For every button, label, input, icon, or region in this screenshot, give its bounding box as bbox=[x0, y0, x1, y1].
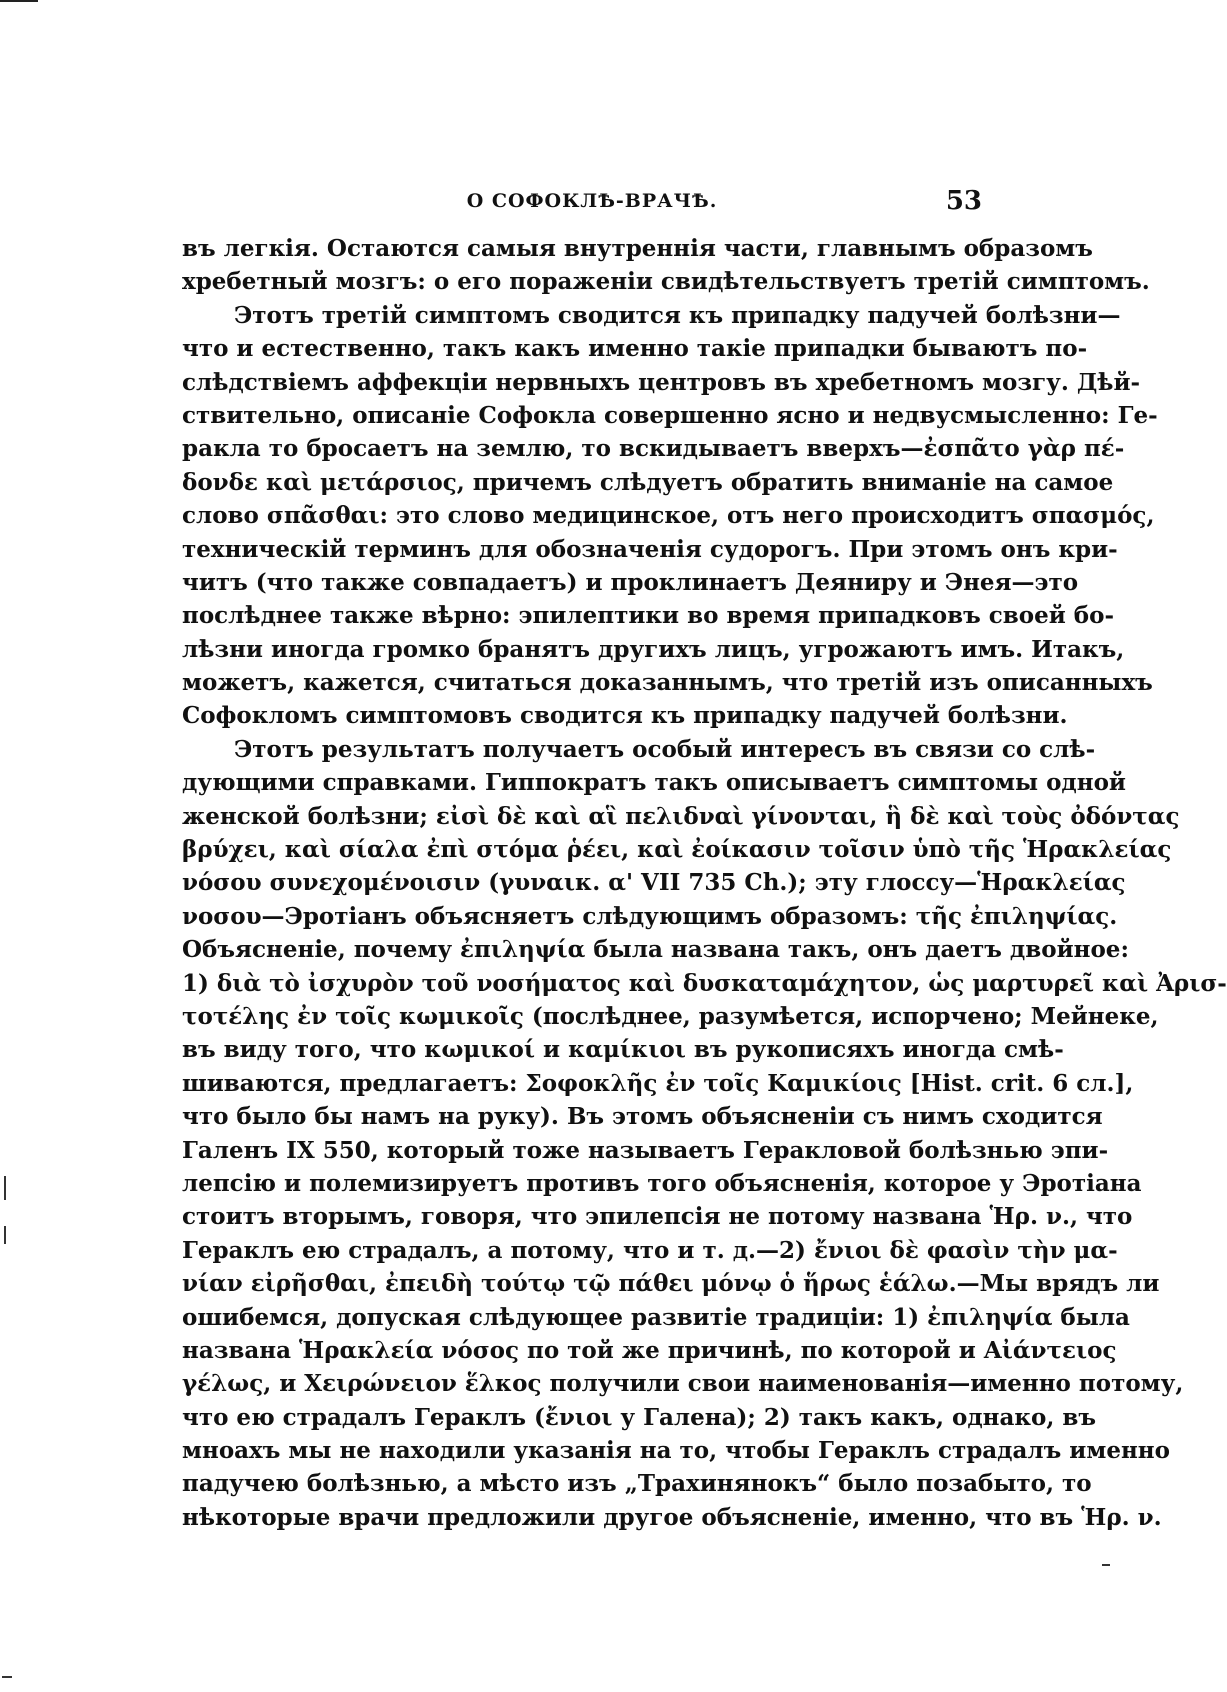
page-number: 53 bbox=[945, 186, 982, 216]
text-line: шиваются, предлагаетъ: Σοφοκλῆς ἐν τοῖς Καμικίοις [Hist. crit. 6 сл.], bbox=[182, 1069, 1134, 1097]
top-edge-rule bbox=[0, 0, 38, 2]
text-line: мноахъ мы не находили указанія на то, чтобы Гераклъ страдалъ именно bbox=[182, 1437, 1170, 1465]
text-line: въ виду того, что κωμικοί и καμίκιοι въ рукописяхъ иногда смѣ- bbox=[182, 1036, 1064, 1064]
text-line: нѣкоторые врачи предложили другое объясненіе, именно, что въ Ἡρ. ν. bbox=[182, 1503, 1162, 1531]
text-line: дующими справками. Гиппократъ такъ описываетъ симптомы одной bbox=[182, 769, 1126, 797]
page-header bbox=[182, 186, 982, 222]
text-line: лепсію и полемизируетъ противъ того объясненія, которое у Эротіана bbox=[182, 1169, 1142, 1197]
text-line: νόσου συνεχομένοισιν (γυναικ. α' VII 735 Ch.); эту глоссу—Ἡρακλείας bbox=[182, 869, 1126, 897]
text-line: что и естественно, такъ какъ именно такіе припадки бываютъ по- bbox=[182, 335, 1088, 363]
text-line: что ею страдалъ Гераклъ (ἔνιοι у Галена); 2) такъ какъ, однако, въ bbox=[182, 1403, 1096, 1431]
text-line: 1) διὰ τὸ ἰσχυρὸν τοῦ νοσήματος καὶ δυσκαταμάχητον, ὡς μαρτυρεῖ καὶ Ἀρισ- bbox=[182, 969, 1227, 997]
text-line: Гераклъ ею страдалъ, а потому, что и т. д.—2) ἔνιοι δὲ φασὶν τὴν μα- bbox=[182, 1236, 1118, 1264]
text-line: νοσου—Эротіанъ объясняетъ слѣдующимъ образомъ: τῆς ἐπιληψίας. bbox=[182, 902, 1118, 930]
text-line: Софокломъ симптомовъ сводится къ припадку падучей болѣзни. bbox=[182, 702, 1068, 730]
text-line: γέλως, и Χειρώνειον ἕλκος получили свои наименованія—именно потому, bbox=[182, 1370, 1184, 1398]
text-line: ошибемся, допуская слѣдующее развитіе традиціи: 1) ἐπιληψία была bbox=[182, 1303, 1130, 1331]
text-line: можетъ, кажется, считаться доказаннымъ, что третій изъ описанныхъ bbox=[182, 669, 1153, 697]
text-line: слѣдствіемъ аффекціи нервныхъ центровъ въ хребетномъ мозгу. Дѣй- bbox=[182, 368, 1141, 396]
text-line: въ легкія. Остаются самыя внутреннія части, главнымъ образомъ bbox=[182, 235, 1093, 262]
text-line: βρύχει, καὶ σίαλα ἐπὶ στόμα ῥέει, καὶ ἐοίκασιν τοῖσιν ὑπὸ τῆς Ἡρακλείας bbox=[182, 836, 1172, 864]
text-line: стоитъ вторымъ, говоря, что эпилепсія не потому названа Ἡρ. ν., что bbox=[182, 1203, 1133, 1231]
right-margin-scan-mark bbox=[1102, 1564, 1110, 1566]
text-line: хребетный мозгъ: о его пораженіи свидѣтельствуетъ третій симптомъ. bbox=[182, 268, 1150, 296]
text-line: слово σπᾶσθαι: это слово медицинское, отъ него происходитъ σπασμός, bbox=[182, 502, 1155, 530]
left-margin-scan-mark bbox=[4, 1226, 6, 1244]
text-line: τοτέλης ἐν τοῖς κωμικοῖς (послѣднее, разумѣется, испорчено; Мейнеке, bbox=[182, 1002, 1159, 1030]
text-line: Объясненіе, почему ἐπιληψία была названа такъ, онъ даетъ двойное: bbox=[182, 936, 1129, 964]
text-line: ствительно, описаніе Софокла совершенно ясно и недвусмысленно: Ге- bbox=[182, 401, 1158, 429]
left-margin-scan-mark bbox=[2, 1676, 12, 1678]
left-margin-scan-mark bbox=[4, 1176, 6, 1200]
text-line: что было бы намъ на руку). Въ этомъ объясненіи съ нимъ сходится bbox=[182, 1103, 1103, 1131]
text-line: читъ (что также совпадаетъ) и проклинаетъ Деяниру и Энея—это bbox=[182, 568, 1079, 596]
text-line: техническій терминъ для обозначенія судорогъ. При этомъ онъ кри- bbox=[182, 535, 1118, 563]
text-line: названа Ἡρακλεία νόσος по той же причинѣ, по которой и Αἰάντειος bbox=[182, 1336, 1117, 1364]
text-line: лѣзни иногда громко бранятъ другихъ лицъ, угрожаютъ имъ. Итакъ, bbox=[182, 635, 1125, 663]
text-line: νίαν εἰρῆσθαι, ἐπειδὴ τούτῳ τῷ πάθει μόνῳ ὁ ἥρως ἑάλω.—Мы врядъ ли bbox=[182, 1270, 1160, 1298]
text-line: Галенъ IX 550, который тоже называетъ Геракловой болѣзнью эпи- bbox=[182, 1136, 1109, 1164]
body-text bbox=[182, 232, 1227, 1534]
text-line: Этотъ третій симптомъ сводится къ припадку падучей болѣзни— bbox=[234, 301, 1121, 329]
text-line: женской болѣзни; εἰσὶ δὲ καὶ αἳ πελιδναὶ γίνονται, ἣ δὲ καὶ τοὺς ὀδόντας bbox=[182, 802, 1180, 830]
text-line: ракла то бросаетъ на землю, то вскидываетъ вверхъ—ἐσπᾶτο γὰρ πέ- bbox=[182, 435, 1125, 463]
text-line: δονδε καὶ μετάρσιος, причемъ слѣдуетъ обратить вниманіе на самое bbox=[182, 468, 1114, 496]
running-title: О СОФОКЛѢ-ВРАЧѢ. bbox=[466, 190, 718, 212]
text-line: Этотъ результатъ получаетъ особый интересъ въ связи со слѣ- bbox=[234, 735, 1096, 763]
text-line: падучею болѣзнью, а мѣсто изъ „Трахинянокъ“ было позабыто, то bbox=[182, 1470, 1092, 1498]
text-line: послѣднее также вѣрно: эпилептики во время припадковъ своей бо- bbox=[182, 602, 1114, 630]
